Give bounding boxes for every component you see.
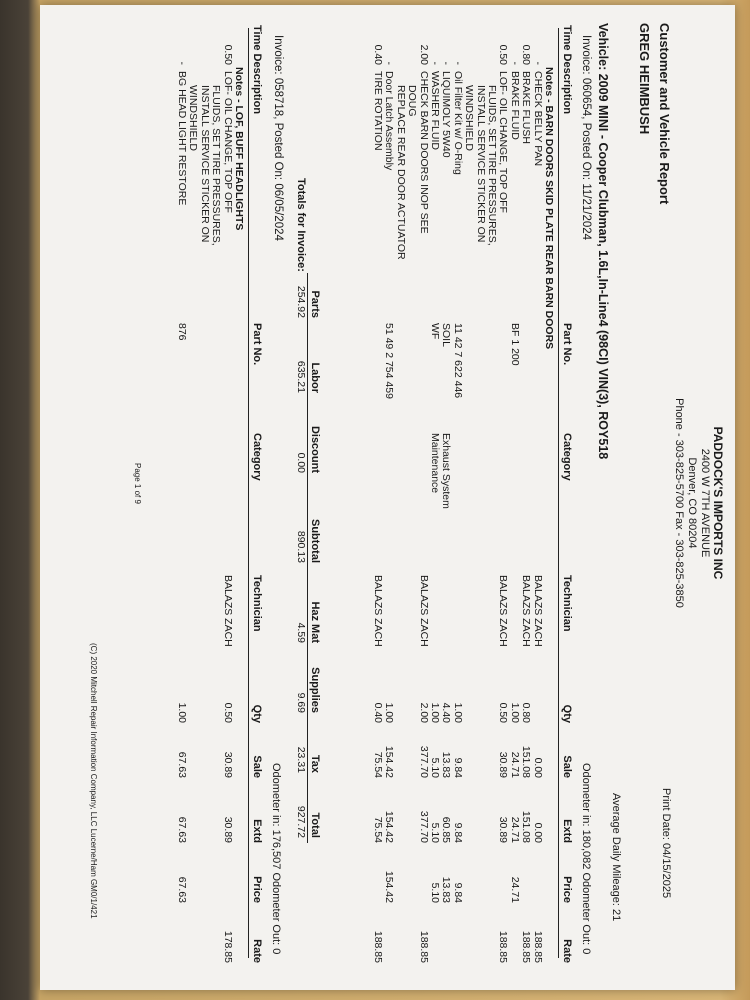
line-qty: 0.50 <box>221 702 234 723</box>
line-desc: BRAKE FLUSH <box>520 71 533 144</box>
invoice1-header-rule <box>558 28 559 958</box>
line-rate: 188.85 <box>497 930 510 963</box>
column-header-price: Price <box>251 876 263 903</box>
line-sale: 75.54 <box>372 751 384 778</box>
column-header-time_desc: Time Description <box>561 25 573 115</box>
line-sale: 9.84 <box>451 757 464 778</box>
line-time: - <box>429 61 441 65</box>
line-desc: LOF- OIL CHANGE, TOP OFF <box>497 71 510 213</box>
totals-value-hazmat: 4.59 <box>295 622 307 643</box>
line-price: 67.63 <box>176 876 188 903</box>
column-header-part_no: Part No. <box>561 323 573 366</box>
print-date: Print Date: 04/15/2025 <box>660 788 672 899</box>
vehicle-line: Vehicle: 2009 MINI - Cooper Clubman, 1.6L,In-Line4 (98CI) VIN(3), ROY518 <box>596 23 610 460</box>
company-name: PADDOCK'S IMPORTS INC <box>711 426 725 580</box>
line-sale: 154.42 <box>383 745 396 778</box>
line-extd: 377.70 <box>417 810 430 843</box>
line-time: - <box>451 61 464 65</box>
column-header-technician: Technician <box>561 575 573 632</box>
company-header <box>672 323 724 683</box>
line-desc: INSTALL SERVICE STICKER ON <box>474 85 487 243</box>
column-header-extd: Extd <box>561 819 573 843</box>
totals-rule <box>307 273 308 843</box>
line-desc: DOUG <box>406 85 419 117</box>
copyright-footer: (C) 2020 Mitchell Repair Information Company, LLC Lucerne/Ham GM0/1/421 <box>89 643 98 919</box>
line-desc: TIRE ROTATION <box>372 71 384 151</box>
line-desc: LIQUIMOLY 5W40 <box>440 71 453 158</box>
line-time: - <box>531 61 544 65</box>
totals-value-tax: 23.31 <box>295 746 307 773</box>
column-header-qty: Qty <box>561 704 573 723</box>
line-sale: 67.63 <box>176 751 188 778</box>
column-header-price: Price <box>561 876 573 903</box>
column-header-extd: Extd <box>251 819 263 843</box>
line-sale: 24.71 <box>508 751 521 778</box>
line-extd: 154.42 <box>383 810 396 843</box>
line-qty: 1.00 <box>176 702 188 723</box>
line-part: WF <box>429 323 441 340</box>
line-qty: 0.80 <box>520 702 533 723</box>
line-sale: 0.00 <box>531 757 544 778</box>
line-extd: 24.71 <box>508 816 521 843</box>
line-qty: 0.50 <box>497 702 510 723</box>
totals-header-tax: Tax <box>309 754 321 773</box>
line-extd: 151.08 <box>520 810 533 843</box>
line-desc: WASHER FLUID <box>429 71 441 150</box>
line-extd: 75.54 <box>372 816 384 843</box>
invoice1-odometer: Odometer in: 180,082 Odometer Out: 0 <box>580 763 592 955</box>
line-extd: 67.63 <box>176 816 188 843</box>
line-tech: BALAZS ZACH <box>520 575 533 647</box>
line-desc: Notes - BARN DOORS SKID PLATE REAR BARN DOORS <box>543 67 555 350</box>
totals-header-supplies: Supplies <box>309 667 321 713</box>
invoice2-header: Invoice: 058718, Posted On: 06/05/2024 <box>272 35 284 241</box>
invoice2-header-rule <box>248 28 249 958</box>
line-desc: Oil Filter Kit w/ O-Ring <box>451 71 464 175</box>
line-price: 5.10 <box>429 882 441 903</box>
line-desc: Notes - LOF, BUFF HEADLIGHTS <box>233 67 245 231</box>
line-time: - <box>440 61 453 65</box>
line-price: 9.84 <box>451 882 464 903</box>
line-sale: 5.10 <box>429 757 441 778</box>
totals-value-supplies: 9.69 <box>295 692 307 713</box>
line-tech: BALAZS ZACH <box>372 575 384 647</box>
page-number: Page 1 of 9 <box>133 463 142 504</box>
line-desc: WINDSHIELD <box>463 85 476 151</box>
line-tech: BALAZS ZACH <box>531 575 544 647</box>
line-qty: 4.40 <box>440 702 453 723</box>
line-desc: LOF- OIL CHANGE, TOP OFF <box>221 71 234 213</box>
totals-value-labor: 635.21 <box>295 360 307 393</box>
line-qty: 0.40 <box>372 702 384 723</box>
line-price: 24.71 <box>508 876 521 903</box>
line-extd: 5.10 <box>429 822 441 843</box>
totals-header-subtotal: Subtotal <box>309 519 321 563</box>
line-time: - <box>383 61 396 65</box>
line-rate: 188.85 <box>531 930 544 963</box>
totals-value-parts: 254.92 <box>295 285 307 318</box>
line-sale: 13.83 <box>440 751 453 778</box>
column-header-category: Category <box>561 433 573 481</box>
line-tech: BALAZS ZACH <box>221 575 234 647</box>
line-time: 0.50 <box>497 44 510 65</box>
totals-value-discount: 0.00 <box>295 452 307 473</box>
line-desc: CHECK BELLY PAN <box>531 71 544 167</box>
totals-header-parts: Parts <box>309 290 321 318</box>
line-qty: 2.00 <box>417 702 430 723</box>
totals-header-discount: Discount <box>309 425 321 473</box>
line-tech: BALAZS ZACH <box>417 575 430 647</box>
line-desc: WINDSHIELD <box>187 85 200 151</box>
line-time: 0.50 <box>221 44 234 65</box>
column-header-sale: Sale <box>561 755 573 778</box>
line-qty: 1.00 <box>508 702 521 723</box>
totals-header-hazmat: Haz Mat <box>309 601 321 643</box>
line-rate: 178.85 <box>221 930 234 963</box>
column-header-rate: Rate <box>561 939 573 963</box>
report-page <box>84 23 724 973</box>
totals-header-total: Total <box>309 812 321 838</box>
totals-label: Totals for Invoice: <box>295 178 307 272</box>
average-daily-mileage: Average Daily Mileage: 21 <box>610 793 622 922</box>
line-sale: 30.89 <box>221 751 234 778</box>
line-desc: FLUIDS, SET TIRE PRESSURES, <box>210 85 223 246</box>
line-part: 11 42 7 622 446 <box>451 323 464 399</box>
line-time: - <box>508 61 521 65</box>
company-phone: Phone - 303-825-5700 Fax - 303-825-3850 <box>673 398 685 608</box>
line-rate: 188.85 <box>417 930 430 963</box>
line-rate: 188.85 <box>372 930 384 963</box>
company-address-line2: Denver, CO 80204 <box>686 457 698 549</box>
totals-value-subtotal: 890.13 <box>295 530 307 563</box>
line-extd: 30.89 <box>221 816 234 843</box>
invoice1-header: Invoice: 060654, Posted On: 11/21/2024 <box>580 35 592 241</box>
line-cat: Maintenance <box>429 433 441 494</box>
line-rate: 188.85 <box>520 930 533 963</box>
customer-name: GREG HEIMBUSH <box>637 23 652 135</box>
line-price: 13.83 <box>440 876 453 903</box>
column-header-sale: Sale <box>251 755 263 778</box>
column-header-rate: Rate <box>251 939 263 963</box>
line-desc: FLUIDS, SET TIRE PRESSURES, <box>486 85 498 246</box>
line-qty: 1.00 <box>383 702 396 723</box>
line-extd: 60.85 <box>440 816 453 843</box>
totals-value-total: 927.72 <box>295 805 307 838</box>
column-header-part_no: Part No. <box>251 323 263 366</box>
line-sale: 151.08 <box>520 745 533 778</box>
line-desc: CHECK BARN DOORS INOP SEE <box>417 71 430 234</box>
line-desc: Door Latch Assembly <box>383 71 396 171</box>
line-sale: 377.70 <box>417 745 430 778</box>
column-header-time_desc: Time Description <box>251 25 263 115</box>
company-address-line1: 2400 W 7TH AVENUE <box>699 448 711 558</box>
totals-header-labor: Labor <box>309 362 321 393</box>
line-qty: 1.00 <box>429 702 441 723</box>
line-tech: BALAZS ZACH <box>497 575 510 647</box>
line-time: 2.00 <box>417 44 430 65</box>
invoice2-odometer: Odometer in: 176,507 Odometer Out: 0 <box>270 763 282 955</box>
line-time: 0.80 <box>520 44 533 65</box>
line-time: 0.40 <box>372 44 384 65</box>
line-time: - <box>176 61 188 65</box>
line-cat: Exhaust System <box>440 433 453 509</box>
line-extd: 9.84 <box>451 822 464 843</box>
line-extd: 30.89 <box>497 816 510 843</box>
line-desc: REPLACE REAR DOOR ACTUATOR <box>394 85 407 260</box>
column-header-qty: Qty <box>251 704 263 723</box>
column-header-category: Category <box>251 433 263 481</box>
line-desc: BRAKE FLUID <box>508 71 521 140</box>
line-price: 154.42 <box>383 870 396 903</box>
line-desc: INSTALL SERVICE STICKER ON <box>198 85 211 243</box>
report-title: Customer and Vehicle Report <box>657 23 672 205</box>
line-part: 51 49 2 754 459 <box>383 323 396 399</box>
paper-sheet <box>40 5 735 990</box>
line-extd: 0.00 <box>531 822 544 843</box>
line-desc: BG HEAD LIGHT RESTORE <box>176 71 188 206</box>
column-header-technician: Technician <box>251 575 263 632</box>
line-part: 876 <box>176 323 188 341</box>
line-qty: 1.00 <box>451 702 464 723</box>
line-part: SOIL <box>440 323 453 347</box>
line-part: BF 1 200 <box>508 323 521 366</box>
line-sale: 30.89 <box>497 751 510 778</box>
